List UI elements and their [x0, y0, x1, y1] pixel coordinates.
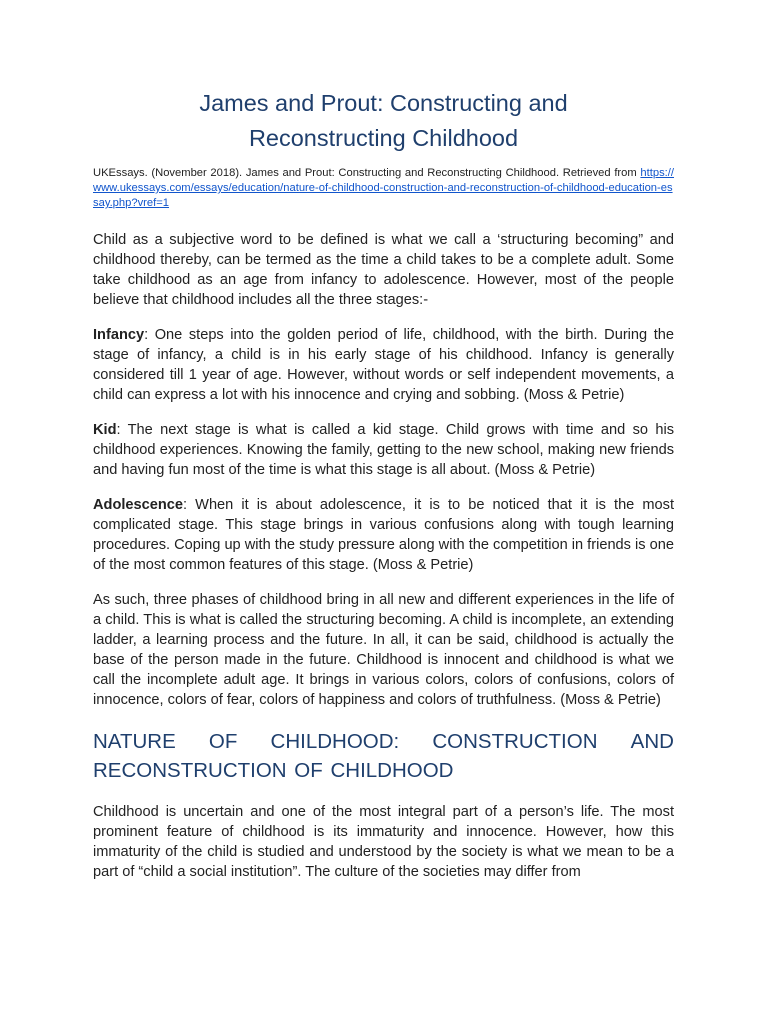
- document-title: [93, 86, 674, 156]
- section-heading-line-1: [93, 727, 674, 756]
- adolescence-text: : When it is about adolescence, it is to be noticed that it is the most complicated stage. This stage brings in various confusions along with tough learning procedures. Coping up with the study pressure along with the competition in friends is one of the most common features of this stage. (Moss & Petrie): [93, 497, 674, 573]
- heading-word: NATURE: [93, 730, 176, 753]
- intro-paragraph: Child as a subjective word to be defined is what we call a ‘structuring becoming” and childhood thereby, can be termed as the time a child takes to be a complete adult. Some take childhood as an age from infancy to adolescence. However, most of the people believe that childhood includes all the three stages:-: [93, 232, 674, 308]
- kid-label: Kid: [93, 422, 117, 438]
- citation-text: UKEssays. (November 2018). James and Prout: Constructing and Reconstructing Childhood. Retrieved from: [93, 167, 641, 179]
- kid-text: : The next stage is what is called a kid stage. Child grows with time and so his childhood experiences. Knowing the family, getting to the new school, making new friends and having fun most of the time is what this stage is all about. (Moss & Petrie): [93, 422, 674, 478]
- citation-link[interactable]: https://www.ukessays.com/essays/education/nature-of-childhood-construction-and-reconstruction-of-childhood-education-essay.php?vref=1: [93, 167, 674, 209]
- section-heading: [93, 727, 674, 785]
- heading-word: OF: [208, 730, 238, 753]
- citation: [93, 166, 674, 211]
- infancy-label: Infancy: [93, 327, 145, 343]
- phases-paragraph: As such, three phases of childhood bring in all new and different experiences in the life of a child. This is what is called the structuring becoming. A child is incomplete, an extending ladder, a learning process and the future. In all, it can be said, childhood is actually the base of the person made in the future. Childhood is innocent and childhood is what we call the incomplete adult age. It brings in various colors, colors of confusions, colors of innocence, colors of fear, colors of happiness and colors of truthfulness. (Moss & Petrie): [93, 592, 674, 708]
- title-line-1: James and Prout: Constructing and: [199, 90, 568, 116]
- kid-paragraph: [93, 420, 674, 480]
- infancy-text: : One steps into the golden period of life, childhood, with the birth. During the stage of infancy, a child is in his early stage of his childhood. Infancy is generally considered till 1 year of age. However, without words or self independent movements, a child can express a lot with his innocence and crying and sobbing. (Moss & Petrie): [93, 327, 674, 403]
- heading-word: CONSTRUCTION: [432, 730, 598, 753]
- document-content: [93, 86, 674, 882]
- adolescence-label: Adolescence: [93, 497, 184, 513]
- adolescence-paragraph: [93, 495, 674, 575]
- heading-word: AND: [630, 730, 674, 753]
- section-heading-line-2: RECONSTRUCTION OF CHILDHOOD: [93, 759, 454, 782]
- infancy-paragraph: [93, 325, 674, 405]
- title-line-2: Reconstructing Childhood: [248, 125, 519, 151]
- final-paragraph: Childhood is uncertain and one of the most integral part of a person’s life. The most prominent feature of childhood is its immaturity and innocence. However, how this immaturity of the child is studied and understood by the society is what we mean to be a part of “child a social institution”. The culture of the societies may differ from: [93, 804, 674, 880]
- heading-word: CHILDHOOD:: [270, 730, 400, 753]
